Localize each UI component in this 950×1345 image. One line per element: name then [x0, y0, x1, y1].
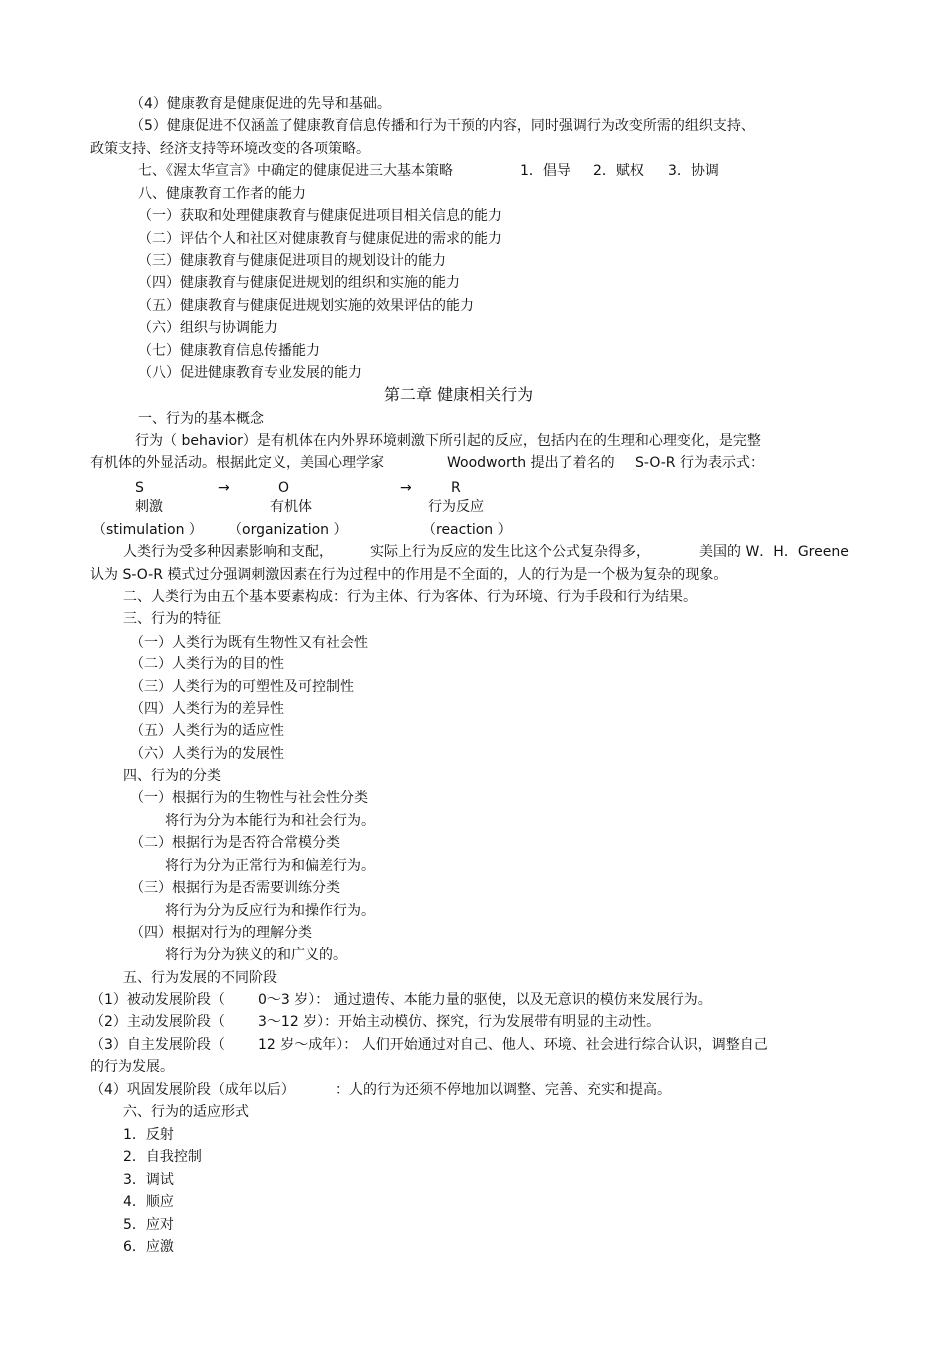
text-line: 实际上行为反应的发生比这个公式复杂得多， [370, 544, 650, 560]
text-line: （4）巩固发展阶段（成年以后） [90, 1082, 295, 1098]
section-heading: 八、健康教育工作者的能力 [138, 186, 306, 202]
list-item: （一）根据行为的生物性与社会性分类 [130, 790, 368, 806]
chapter-title: 第二章 健康相关行为 [384, 385, 534, 404]
text-line: 0～3 岁）： 通过遗传、本能力量的驱使，以及无意识的模仿来发展行为。 [258, 992, 712, 1008]
text-line: 将行为分为正常行为和偏差行为。 [165, 858, 375, 874]
text-line: （4）健康教育是健康促进的先导和基础。 [130, 96, 391, 112]
text-line: （1）被动发展阶段（ [90, 992, 225, 1008]
strategy-1: 1．倡导 [520, 163, 571, 179]
sor-response: R [451, 480, 461, 496]
text-line: 二、人类行为由五个基本要素构成：行为主体、行为客体、行为环境、行为手段和行为结果。 [123, 589, 697, 605]
text-line: （5）健康促进不仅涵盖了健康教育信息传播和行为干预的内容，同时强调行为改变所需的组织支持、 [130, 118, 755, 134]
text-line: 将行为分为本能行为和社会行为。 [165, 813, 375, 829]
text-line: 3～12 岁）：开始主动模仿、探究，行为发展带有明显的主动性。 [258, 1014, 661, 1030]
list-item: （一）人类行为既有生物性又有社会性 [130, 635, 368, 651]
text-line: 人类行为受多种因素影响和支配， [123, 544, 333, 560]
sor-organism: O [278, 480, 290, 496]
arrow-right-icon: → [218, 480, 230, 496]
arrow-right-icon: → [400, 480, 412, 496]
list-item: （七）健康教育信息传播能力 [138, 343, 320, 359]
text-line: 有机体的外显活动。根据此定义，美国心理学家 [90, 455, 384, 471]
list-item: （五）人类行为的适应性 [130, 723, 284, 739]
text-line: 12 岁～成年）： 人们开始通过对自己、他人、环境、社会进行综合认识，调整自己 [258, 1037, 768, 1053]
text-line: （2）主动发展阶段（ [90, 1014, 225, 1030]
sor-label-en: （reaction ） [422, 522, 512, 538]
text-line: S-O-R 行为表示式： [635, 455, 764, 471]
sor-stimulus: S [135, 480, 144, 496]
list-item: 6．应激 [123, 1239, 174, 1255]
sor-label-en: （stimulation ） [92, 522, 203, 538]
list-item: （二）人类行为的目的性 [130, 656, 284, 672]
text-line: ：人的行为还须不停地加以调整、完善、充实和提高。 [335, 1082, 671, 1098]
strategy-2: 2．赋权 [593, 163, 644, 179]
strategy-3: 3．协调 [668, 163, 719, 179]
text-line: 的行为发展。 [90, 1059, 174, 1075]
sor-label: 刺激 [135, 499, 163, 515]
text-line: 政策支持、经济支持等环境改变的各项策略。 [90, 141, 370, 157]
text-line: （3）自主发展阶段（ [90, 1037, 225, 1053]
sor-label-en: （organization ） [228, 522, 348, 538]
section-heading: 五、行为发展的不同阶段 [123, 970, 277, 986]
list-item: 4．顺应 [123, 1194, 174, 1210]
section-heading: 三、行为的特征 [123, 611, 221, 627]
list-item: （二）评估个人和社区对健康教育与健康促进的需求的能力 [138, 231, 502, 247]
text-line: 将行为分为反应行为和操作行为。 [165, 903, 375, 919]
text-line: 七、《渥太华宣言》中确定的健康促进三大基本策略 [138, 163, 453, 179]
list-item: （五）健康教育与健康促进规划实施的效果评估的能力 [138, 298, 474, 314]
text-line: 认为 S-O-R 模式过分强调刺激因素在行为过程中的作用是不全面的，人的行为是一个极为复杂的现象。 [90, 567, 728, 583]
list-item: （一）获取和处理健康教育与健康促进项目相关信息的能力 [138, 208, 502, 224]
list-item: 2．自我控制 [123, 1149, 202, 1165]
list-item: （三）根据行为是否需要训练分类 [130, 880, 340, 896]
list-item: 1．反射 [123, 1127, 174, 1143]
list-item: 5．应对 [123, 1217, 174, 1233]
sor-label: 行为反应 [428, 499, 484, 515]
list-item: （六）人类行为的发展性 [130, 746, 284, 762]
list-item: （三）人类行为的可塑性及可控制性 [130, 679, 354, 695]
section-heading: 六、行为的适应形式 [123, 1104, 249, 1120]
list-item: 3．调试 [123, 1172, 174, 1188]
text-line: 美国的 W．H．Greene [699, 544, 849, 560]
list-item: （四）健康教育与健康促进规划的组织和实施的能力 [138, 275, 460, 291]
text-line: 行为（ behavior）是有机体在内外界环境刺激下所引起的反应，包括内在的生理和心理变化，是完整 [135, 433, 761, 449]
section-heading: 一、行为的基本概念 [138, 411, 264, 427]
list-item: （四）人类行为的差异性 [130, 701, 284, 717]
list-item: （三）健康教育与健康促进项目的规划设计的能力 [138, 253, 446, 269]
list-item: （二）根据行为是否符合常模分类 [130, 835, 340, 851]
text-line: 将行为分为狭义的和广义的。 [165, 947, 347, 963]
sor-label: 有机体 [270, 499, 312, 515]
list-item: （八）促进健康教育专业发展的能力 [138, 365, 362, 381]
list-item: （六）组织与协调能力 [138, 320, 278, 336]
list-item: （四）根据对行为的理解分类 [130, 925, 312, 941]
text-line: Woodworth 提出了着名的 [447, 455, 615, 471]
section-heading: 四、行为的分类 [123, 768, 221, 784]
